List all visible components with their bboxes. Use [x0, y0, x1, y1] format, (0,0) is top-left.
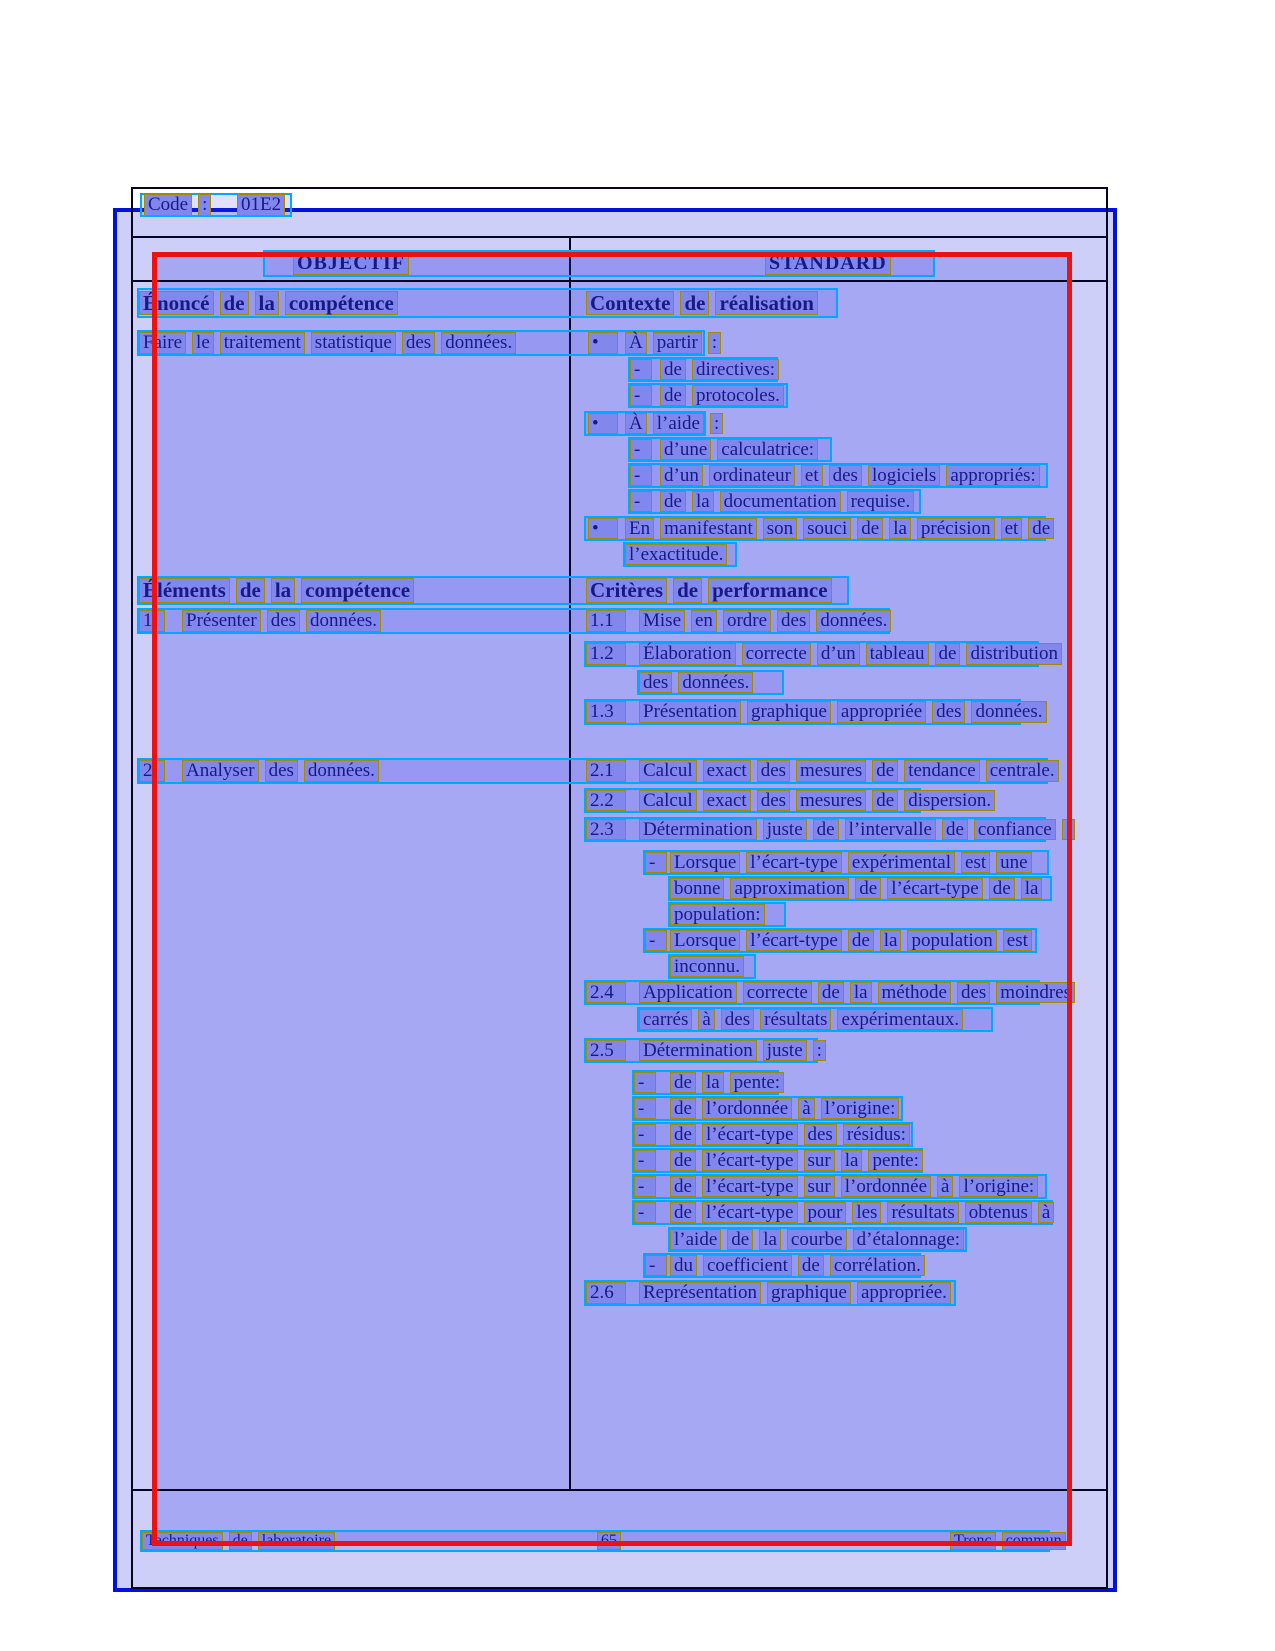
word: commun — [1002, 1532, 1066, 1551]
word: la — [1021, 878, 1043, 900]
word: requise. — [847, 491, 915, 513]
word: - — [634, 1124, 656, 1146]
word: d’un — [817, 643, 860, 665]
word: tendance — [904, 760, 980, 782]
word: l’origine: — [959, 1176, 1038, 1198]
word: l’écart-type — [702, 1124, 798, 1146]
word: partir — [653, 332, 702, 354]
word: : — [708, 332, 721, 354]
word: : — [710, 413, 723, 435]
word: de — [229, 1532, 252, 1551]
word: résultats — [760, 1009, 831, 1031]
word: données. — [306, 610, 381, 632]
word: des — [757, 760, 790, 782]
word: compétence — [285, 291, 398, 315]
word: de — [660, 491, 686, 513]
word: l’ordonnée — [841, 1176, 931, 1198]
word: Analyser — [182, 760, 259, 782]
word: 2.1 — [586, 760, 626, 782]
word: mesures — [796, 760, 866, 782]
word: ordinateur — [709, 465, 795, 487]
word: données. — [304, 760, 379, 782]
word: calculatrice: — [717, 439, 818, 461]
word: - — [634, 1176, 656, 1198]
word: protocoles. — [692, 385, 784, 407]
word: - — [645, 852, 667, 874]
word: courbe — [787, 1229, 847, 1251]
word: l’ordonnée — [702, 1098, 792, 1120]
word: de — [670, 1072, 696, 1094]
word: appropriés: — [946, 465, 1039, 487]
word: à — [1038, 1202, 1054, 1224]
word: des — [804, 1124, 837, 1146]
word: confiance — [974, 819, 1056, 841]
word: traitement — [220, 332, 305, 354]
word: 2.6 — [586, 1282, 626, 1304]
word: logiciels — [868, 465, 940, 487]
word: 1.3 — [586, 701, 626, 723]
word: Détermination — [639, 1040, 757, 1062]
word: la — [889, 518, 911, 540]
word: données. — [678, 672, 753, 694]
word: l’écart-type — [702, 1176, 798, 1198]
word: distribution — [966, 643, 1062, 665]
word: de — [935, 643, 961, 665]
word: pour — [804, 1202, 847, 1224]
word: 2 — [139, 760, 165, 782]
word: de — [220, 291, 249, 315]
word: l’écart-type — [702, 1202, 798, 1224]
word-group — [237, 195, 285, 215]
word: - — [634, 1098, 656, 1120]
word: des — [402, 332, 435, 354]
word: précision — [917, 518, 995, 540]
word: - — [634, 1150, 656, 1172]
word: - — [634, 1072, 656, 1094]
word: de — [848, 930, 874, 952]
word: Tronc — [950, 1532, 996, 1551]
word: de — [660, 359, 686, 381]
word: • — [588, 518, 618, 540]
word: la — [692, 491, 714, 513]
word: la — [850, 982, 872, 1004]
word: moindres — [996, 982, 1075, 1004]
word: des — [932, 701, 965, 723]
word: la — [702, 1072, 724, 1094]
word: l’origine: — [821, 1098, 900, 1120]
word: de — [670, 1150, 696, 1172]
word: l’aide — [670, 1229, 721, 1251]
word: l’écart-type — [746, 852, 842, 874]
word: de — [236, 578, 265, 602]
word: exact — [703, 760, 751, 782]
word: 2.3 — [586, 819, 626, 841]
word: expérimental — [848, 852, 955, 874]
word: son — [763, 518, 797, 540]
word: à — [937, 1176, 953, 1198]
word: exact — [703, 790, 751, 812]
word: 2.4 — [586, 982, 626, 1004]
word: résidus: — [843, 1124, 910, 1146]
word: 1 — [139, 610, 165, 632]
word: de — [670, 1176, 696, 1198]
word: - — [630, 491, 652, 513]
word: 2.2 — [586, 790, 626, 812]
word: de — [818, 982, 844, 1004]
word: des — [829, 465, 862, 487]
word: de — [670, 1124, 696, 1146]
word: approximation — [730, 878, 849, 900]
word: performance — [708, 578, 831, 602]
word: - — [645, 930, 667, 952]
word: Application — [639, 982, 737, 1004]
word: statistique — [311, 332, 396, 354]
word: des — [757, 790, 790, 812]
word: À — [625, 332, 647, 354]
word: corrélation. — [830, 1255, 925, 1277]
word: Élaboration — [639, 643, 736, 665]
word: la — [880, 930, 902, 952]
word: mesures — [796, 790, 866, 812]
word: Détermination — [639, 819, 757, 841]
word: Représentation — [639, 1282, 761, 1304]
red-annotation-box — [152, 252, 1072, 1546]
word: • — [588, 413, 618, 435]
word: - — [630, 465, 652, 487]
word: : — [198, 194, 211, 216]
word: est — [1003, 930, 1032, 952]
word: tableau — [866, 643, 929, 665]
word: juste — [763, 1040, 807, 1062]
word: : — [813, 1040, 826, 1062]
word: obtenus — [965, 1202, 1032, 1224]
word: de — [857, 518, 883, 540]
word: Présenter — [182, 610, 261, 632]
word: données. — [816, 610, 891, 632]
word: des — [721, 1009, 754, 1031]
word: sur — [804, 1150, 835, 1172]
word: des — [639, 672, 672, 694]
word: la — [271, 578, 295, 602]
word: de — [1028, 518, 1054, 540]
word: - — [630, 439, 652, 461]
word: de — [855, 878, 881, 900]
word: - — [634, 1202, 656, 1224]
word: ordre — [723, 610, 771, 632]
word: du — [670, 1255, 697, 1277]
word: appropriée. — [857, 1282, 951, 1304]
word: À — [625, 413, 647, 435]
word: souci — [803, 518, 851, 540]
word: les — [852, 1202, 881, 1224]
word: l’écart-type — [887, 878, 983, 900]
word: des — [265, 760, 298, 782]
word: population — [907, 930, 996, 952]
word: Code — [144, 194, 192, 216]
word: STANDARD — [765, 252, 891, 275]
word: 01E2 — [237, 194, 285, 216]
word: - — [630, 385, 652, 407]
word: l’aide — [653, 413, 704, 435]
word: centrale. — [986, 760, 1059, 782]
word: documentation — [720, 491, 841, 513]
word: graphique — [747, 701, 831, 723]
word: - — [645, 1255, 667, 1277]
word: 1.1 — [586, 610, 626, 632]
word: Énoncé — [139, 291, 214, 315]
word: de — [670, 1098, 696, 1120]
word: de — [813, 819, 839, 841]
word: réalisation — [715, 291, 818, 315]
word: à — [698, 1009, 714, 1031]
word: résultats — [887, 1202, 958, 1224]
word: de — [680, 291, 709, 315]
word: inconnu. — [670, 956, 744, 978]
word: données. — [971, 701, 1046, 723]
word: la — [841, 1150, 863, 1172]
word: manifestant — [660, 518, 757, 540]
word: de — [670, 1202, 696, 1224]
word: méthode — [878, 982, 951, 1004]
code-line — [140, 193, 292, 217]
word: Contexte — [586, 291, 674, 315]
word: En — [625, 518, 654, 540]
word: Faire — [139, 332, 186, 354]
word: Présentation — [639, 701, 741, 723]
word: 65 — [597, 1532, 621, 1551]
word: de — [727, 1229, 753, 1251]
word: de — [989, 878, 1015, 900]
word: d’un — [660, 465, 703, 487]
word: 1.2 — [586, 643, 626, 665]
word: population: — [670, 904, 765, 926]
word: de — [872, 790, 898, 812]
word: des — [957, 982, 990, 1004]
word: et — [1001, 518, 1023, 540]
word: : — [1062, 819, 1075, 841]
word: de — [798, 1255, 824, 1277]
word: Mise — [639, 610, 685, 632]
word: Techniques — [142, 1532, 223, 1551]
word: l’intervalle — [845, 819, 936, 841]
word: données. — [441, 332, 516, 354]
word-group — [144, 195, 211, 215]
word: pente: — [868, 1150, 922, 1172]
word: bonne — [670, 878, 724, 900]
word: de — [660, 385, 686, 407]
word: l’écart-type — [702, 1150, 798, 1172]
word: Lorsque — [670, 930, 740, 952]
word: pente: — [730, 1072, 784, 1094]
word: et — [801, 465, 823, 487]
word: la — [255, 291, 279, 315]
word: l’exactitude. — [625, 544, 727, 566]
word: dispersion. — [904, 790, 995, 812]
word: d’une — [660, 439, 711, 461]
word: coefficient — [703, 1255, 792, 1277]
word: OBJECTIF — [293, 252, 409, 275]
word: Calcul — [639, 760, 697, 782]
word: 2.5 — [586, 1040, 626, 1062]
word: - — [630, 359, 652, 381]
word: graphique — [767, 1282, 851, 1304]
word: sur — [804, 1176, 835, 1198]
word: Éléments — [139, 578, 230, 602]
word: l’écart-type — [746, 930, 842, 952]
word: une — [996, 852, 1031, 874]
word: en — [691, 610, 717, 632]
word: des — [267, 610, 300, 632]
word: compétence — [301, 578, 414, 602]
word: carrés — [639, 1009, 692, 1031]
word: la — [759, 1229, 781, 1251]
word: d’étalonnage: — [853, 1229, 964, 1251]
word: juste — [763, 819, 807, 841]
word: expérimentaux. — [837, 1009, 963, 1031]
word: des — [777, 610, 810, 632]
word: laboratoire — [258, 1532, 335, 1551]
word: appropriée — [837, 701, 926, 723]
word: de — [872, 760, 898, 782]
word: Lorsque — [670, 852, 740, 874]
word: directives: — [692, 359, 779, 381]
word: Critères — [586, 578, 667, 602]
word: le — [192, 332, 214, 354]
word: à — [798, 1098, 814, 1120]
word: • — [588, 332, 618, 354]
word: correcte — [743, 982, 812, 1004]
word: de — [942, 819, 968, 841]
word: Calcul — [639, 790, 697, 812]
word: est — [961, 852, 990, 874]
word: de — [673, 578, 702, 602]
word: correcte — [742, 643, 811, 665]
